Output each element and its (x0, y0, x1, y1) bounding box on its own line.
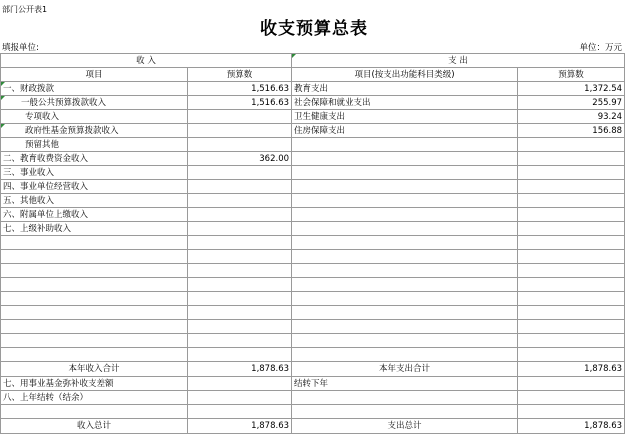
expense-amount-cell[interactable]: 156.88 (518, 124, 625, 138)
form-tag: 部门公开表1 (2, 5, 48, 14)
expense-total-label[interactable]: 支出总计 (292, 419, 518, 434)
empty-cell[interactable] (518, 264, 625, 278)
empty-row (1, 278, 625, 292)
table-row (1, 166, 625, 180)
expense-amount-cell[interactable]: 1,372.54 (518, 82, 625, 96)
income-amount-cell[interactable] (188, 222, 292, 236)
expense-item-cell[interactable] (292, 180, 518, 194)
income-amount-cell[interactable] (188, 138, 292, 152)
expense-item-header[interactable]: 项目(按支出功能科目类级) (292, 68, 518, 82)
income-item-cell[interactable]: 专项收入 (1, 110, 188, 124)
empty-cell[interactable] (188, 264, 292, 278)
expense-item-cell[interactable]: 社会保障和就业支出 (292, 96, 518, 110)
empty-cell[interactable] (518, 377, 625, 391)
income-amount-cell[interactable] (188, 166, 292, 180)
income-total-value[interactable]: 1,878.63 (188, 419, 292, 434)
table-row (1, 138, 625, 152)
budget-table (0, 53, 625, 434)
empty-cell[interactable] (292, 278, 518, 292)
empty-cell[interactable] (518, 236, 625, 250)
empty-cell[interactable] (292, 348, 518, 362)
income-item-cell[interactable]: 预留其他 (1, 138, 188, 152)
income-section-header[interactable]: 收 入 (1, 54, 292, 68)
empty-cell[interactable] (188, 292, 292, 306)
income-amount-cell[interactable] (188, 208, 292, 222)
empty-cell[interactable] (518, 334, 625, 348)
empty-cell[interactable] (292, 292, 518, 306)
expense-item-cell[interactable] (292, 194, 518, 208)
empty-cell[interactable] (518, 320, 625, 334)
table-row (1, 194, 625, 208)
year-income-label[interactable]: 本年收入合计 (1, 362, 188, 377)
empty-row (1, 320, 625, 334)
income-amount-cell[interactable] (188, 194, 292, 208)
grand-total-row (1, 419, 625, 434)
expense-amount-cell[interactable] (518, 208, 625, 222)
empty-cell[interactable] (188, 405, 292, 419)
income-item-cell[interactable]: 一、财政拨款 (1, 82, 188, 96)
income-item-cell[interactable]: 六、附属单位上缴收入 (1, 208, 188, 222)
empty-row (1, 292, 625, 306)
table-row (1, 124, 625, 138)
empty-cell[interactable] (1, 348, 188, 362)
carry-over-label[interactable]: 结转下年 (292, 377, 518, 391)
reserve-label[interactable]: 七、用事业基金弥补收支差额 (1, 377, 188, 391)
expense-item-cell[interactable] (292, 208, 518, 222)
empty-cell[interactable] (292, 264, 518, 278)
empty-cell[interactable] (518, 306, 625, 320)
empty-cell[interactable] (292, 334, 518, 348)
empty-cell[interactable] (1, 306, 188, 320)
income-item-cell[interactable]: 四、事业单位经营收入 (1, 180, 188, 194)
income-amount-cell[interactable] (188, 110, 292, 124)
expense-amount-cell[interactable] (518, 138, 625, 152)
reporting-unit-label: 填报单位: (2, 43, 39, 53)
income-item-header[interactable]: 项目 (1, 68, 188, 82)
empty-cell[interactable] (1, 334, 188, 348)
expense-item-cell[interactable] (292, 166, 518, 180)
empty-cell[interactable] (1, 264, 188, 278)
expense-item-cell[interactable]: 卫生健康支出 (292, 110, 518, 124)
empty-row (1, 348, 625, 362)
empty-cell[interactable] (292, 320, 518, 334)
income-amount-cell[interactable] (188, 124, 292, 138)
expense-amount-cell[interactable] (518, 194, 625, 208)
empty-row (1, 306, 625, 320)
table-row (1, 96, 625, 110)
income-amount-cell[interactable]: 362.00 (188, 152, 292, 166)
income-item-cell[interactable]: 七、上级补助收入 (1, 222, 188, 236)
expense-amount-cell[interactable] (518, 180, 625, 194)
table-row (1, 82, 625, 96)
empty-row (1, 250, 625, 264)
empty-cell[interactable] (518, 405, 625, 419)
expense-item-cell[interactable]: 住房保障支出 (292, 124, 518, 138)
income-amount-cell[interactable]: 1,516.63 (188, 82, 292, 96)
year-income-value[interactable]: 1,878.63 (188, 362, 292, 377)
year-expense-value[interactable]: 1,878.63 (518, 362, 625, 377)
empty-cell[interactable] (518, 348, 625, 362)
empty-cell[interactable] (188, 377, 292, 391)
year-expense-label[interactable]: 本年支出合计 (292, 362, 518, 377)
empty-cell[interactable] (188, 250, 292, 264)
empty-row (1, 334, 625, 348)
empty-cell[interactable] (188, 278, 292, 292)
expense-amount-cell[interactable] (518, 152, 625, 166)
income-item-cell[interactable]: 五、其他收入 (1, 194, 188, 208)
income-item-cell[interactable]: 三、事业收入 (1, 166, 188, 180)
page-title: 收支预算总表 (260, 19, 368, 39)
empty-cell[interactable] (518, 250, 625, 264)
expense-amount-cell[interactable] (518, 166, 625, 180)
summary-row (1, 377, 625, 391)
expense-amount-cell[interactable] (518, 222, 625, 236)
empty-cell[interactable] (188, 334, 292, 348)
empty-cell[interactable] (188, 306, 292, 320)
empty-cell[interactable] (188, 320, 292, 334)
table-row (1, 180, 625, 194)
income-budget-header[interactable]: 预算数 (188, 68, 292, 82)
income-item-cell[interactable]: 一般公共预算拨款收入 (1, 96, 188, 110)
income-amount-cell[interactable]: 1,516.63 (188, 96, 292, 110)
last-year-label[interactable]: 八、上年结转（结余） (1, 391, 188, 405)
empty-cell[interactable] (1, 278, 188, 292)
expense-total-value[interactable]: 1,878.63 (518, 419, 625, 434)
empty-cell[interactable] (1, 292, 188, 306)
empty-cell[interactable] (188, 236, 292, 250)
expense-amount-cell[interactable]: 93.24 (518, 110, 625, 124)
expense-item-cell[interactable]: 教育支出 (292, 82, 518, 96)
expense-section-header[interactable]: 支 出 (292, 54, 625, 68)
empty-cell[interactable] (518, 391, 625, 405)
empty-cell[interactable] (1, 250, 188, 264)
expense-item-cell[interactable] (292, 152, 518, 166)
year-total-row (1, 362, 625, 377)
income-total-label[interactable]: 收入总计 (1, 419, 188, 434)
empty-cell[interactable] (1, 236, 188, 250)
empty-cell[interactable] (292, 391, 518, 405)
empty-cell[interactable] (292, 250, 518, 264)
empty-cell[interactable] (292, 306, 518, 320)
table-row (1, 110, 625, 124)
empty-cell[interactable] (188, 391, 292, 405)
income-item-cell[interactable]: 政府性基金预算拨款收入 (1, 124, 188, 138)
expense-budget-header[interactable]: 预算数 (518, 68, 625, 82)
empty-cell[interactable] (518, 292, 625, 306)
expense-item-cell[interactable] (292, 138, 518, 152)
empty-row (1, 236, 625, 250)
empty-cell[interactable] (1, 320, 188, 334)
table-row (1, 208, 625, 222)
table-row (1, 152, 625, 166)
income-amount-cell[interactable] (188, 180, 292, 194)
income-item-cell[interactable]: 二、教育收费资金收入 (1, 152, 188, 166)
expense-item-cell[interactable] (292, 222, 518, 236)
empty-cell[interactable] (292, 236, 518, 250)
empty-cell[interactable] (518, 278, 625, 292)
empty-cell[interactable] (292, 405, 518, 419)
summary-row (1, 405, 625, 419)
summary-row (1, 391, 625, 405)
empty-row (1, 264, 625, 278)
empty-cell[interactable] (1, 405, 188, 419)
expense-amount-cell[interactable]: 255.97 (518, 96, 625, 110)
currency-unit-label: 单位：万元 (579, 43, 622, 53)
empty-cell[interactable] (188, 348, 292, 362)
table-row (1, 222, 625, 236)
